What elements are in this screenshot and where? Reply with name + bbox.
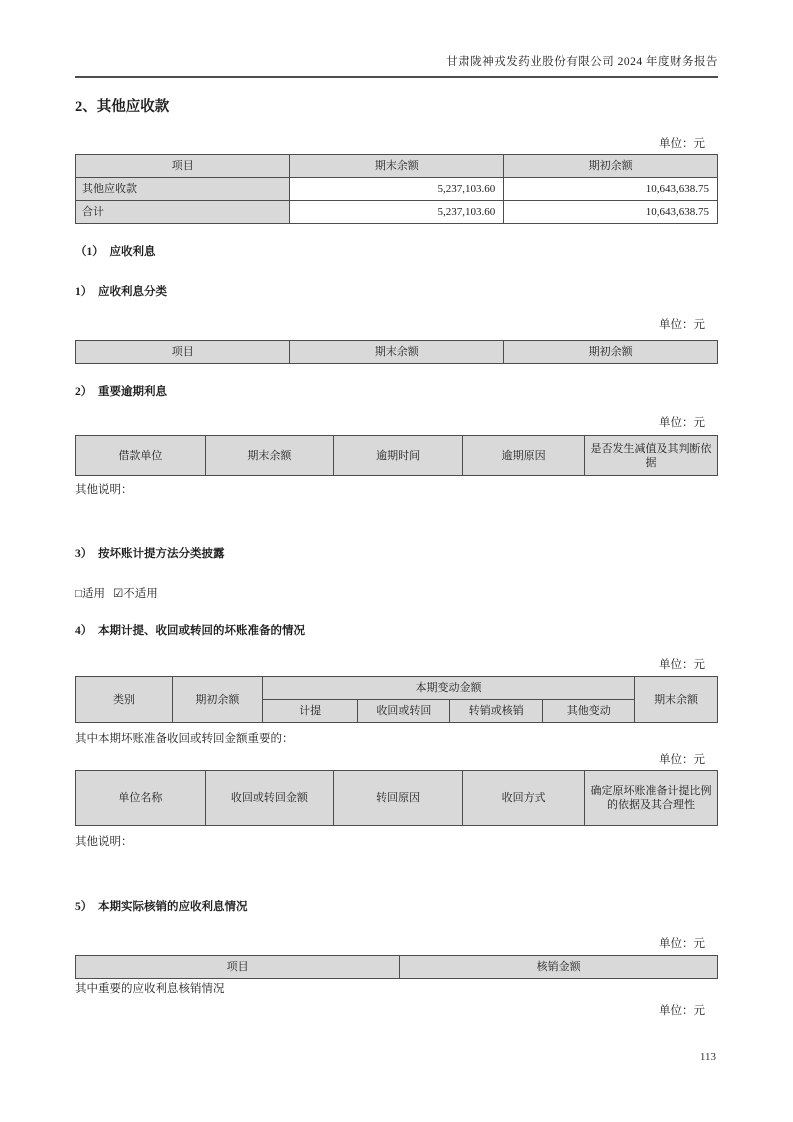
header-cell: 项目	[76, 341, 290, 364]
header-cell: 是否发生减值及其判断依据	[585, 436, 718, 476]
header-cell: 期末余额	[290, 341, 504, 364]
header-cell: 单位名称	[76, 771, 206, 826]
recovery-detail-table	[75, 770, 718, 826]
header-cell: 期初余额	[504, 155, 718, 178]
unit-label: 单位：元	[659, 938, 705, 950]
table-header-row	[76, 771, 718, 826]
not-applicable-checkbox: ☑不适用	[112, 588, 158, 600]
item-heading-overdue-interest: 2） 重要逾期利息	[75, 386, 167, 398]
unit-label: 单位：元	[659, 1005, 705, 1017]
unit-label: 单位：元	[659, 319, 705, 331]
header-cell: 类别	[76, 677, 173, 723]
other-receivables-table	[75, 154, 718, 224]
applicability-line	[75, 587, 718, 601]
interest-classification-table	[75, 340, 718, 364]
page-number: 113	[699, 1051, 716, 1063]
value-cell: 5,237,103.60	[290, 178, 504, 201]
item-heading-bad-debt-method: 3） 按坏账计提方法分类披露	[75, 548, 225, 560]
table-header-row	[76, 956, 718, 979]
writeoff-table	[75, 955, 718, 979]
header-cell: 转回原因	[334, 771, 463, 826]
header-cell: 期末余额	[290, 155, 504, 178]
header-cell: 逾期原因	[463, 436, 585, 476]
header-cell: 期初余额	[504, 341, 718, 364]
header-cell-change-group: 本期变动金额	[262, 677, 634, 700]
value-cell: 10,643,638.75	[504, 178, 718, 201]
header-cell: 核销金额	[400, 956, 718, 979]
table-header-row	[76, 155, 718, 178]
header-cell: 逾期时间	[334, 436, 463, 476]
subheader-cell: 其他变动	[543, 700, 635, 723]
other-notes-label: 其他说明：	[75, 484, 133, 496]
header-cell: 项目	[76, 155, 290, 178]
header-cell: 期末余额	[635, 677, 718, 723]
item-heading-writeoff: 5） 本期实际核销的应收利息情况	[75, 901, 248, 913]
other-notes-label: 其他说明：	[75, 836, 133, 848]
table-header-row	[76, 341, 718, 364]
header-cell: 期末余额	[205, 436, 333, 476]
header-cell: 期初余额	[172, 677, 262, 723]
row-label-cell: 合计	[76, 201, 290, 224]
subsection-heading-interest: （1） 应收利息	[75, 246, 156, 258]
report-header: 甘肃陇神戎发药业股份有限公司 2024 年度财务报告	[75, 0, 718, 78]
section-title: 2、其他应收款	[75, 99, 170, 115]
unit-label: 单位：元	[659, 138, 705, 150]
header-cell: 项目	[76, 956, 400, 979]
value-cell: 5,237,103.60	[290, 201, 504, 224]
unit-label: 单位：元	[659, 659, 705, 671]
header-cell: 收回或转回金额	[205, 771, 333, 826]
unit-label: 单位：元	[659, 417, 705, 429]
table-row-total	[76, 201, 718, 224]
unit-label: 单位：元	[659, 754, 705, 766]
table-row	[76, 178, 718, 201]
value-cell: 10,643,638.75	[504, 201, 718, 224]
table-header-row	[76, 436, 718, 476]
overdue-interest-table	[75, 435, 718, 476]
applicable-checkbox: □适用	[75, 588, 105, 600]
subheader-cell: 计提	[262, 700, 358, 723]
row-label-cell: 其他应收款	[76, 178, 290, 201]
subheader-cell: 转销或核销	[450, 700, 543, 723]
item-heading-provision-changes: 4） 本期计提、收回或转回的坏账准备的情况	[75, 625, 305, 637]
bad-debt-provision-table	[75, 676, 718, 723]
header-cell: 确定原坏账准备计提比例的依据及其合理性	[585, 771, 718, 826]
item-heading-interest-classification: 1） 应收利息分类	[75, 286, 167, 298]
table-header-row	[76, 677, 718, 700]
header-cell: 借款单位	[76, 436, 206, 476]
header-cell: 收回方式	[463, 771, 585, 826]
subheader-cell: 收回或转回	[358, 700, 450, 723]
important-writeoff-note: 其中重要的应收利息核销情况	[75, 983, 225, 995]
important-recovery-note: 其中本期坏账准备收回或转回金额重要的：	[75, 733, 294, 745]
